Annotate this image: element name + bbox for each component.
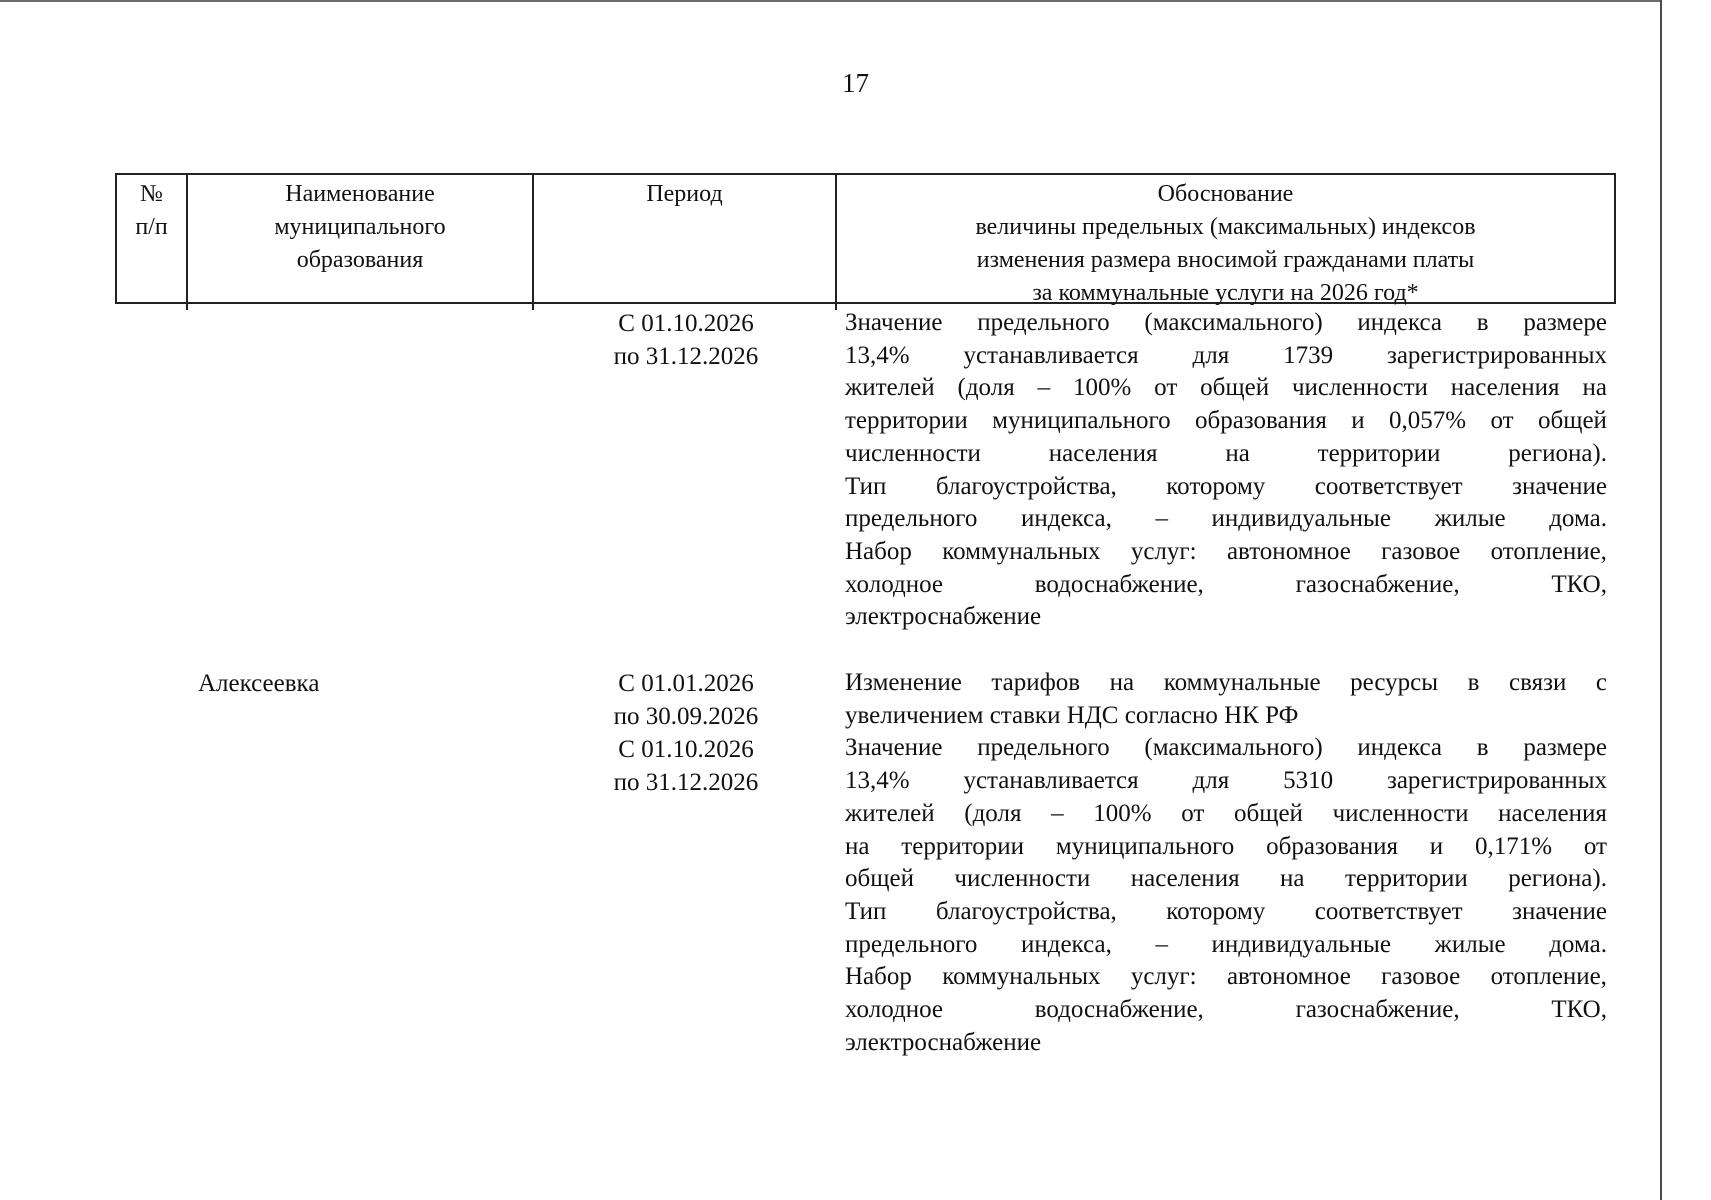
header-col-justification-line: изменения размера вносимой гражданами платы [976,247,1475,273]
header-col-period [534,175,837,310]
period-cell [535,307,837,373]
page-right-edge [1660,0,1662,1200]
page-number: 17 [842,68,869,98]
period-line: по 30.09.2026 [613,703,759,730]
header-col-justification-line: за коммунальные услуги на 2026 год* [1032,280,1419,306]
header-col-name-line: муниципального [274,214,446,240]
page-top-edge [0,0,1660,2]
period-line: С 01.10.2026 [618,310,754,337]
period-cell [535,667,837,799]
period-line: по 31.12.2026 [613,343,759,370]
justification-line: жителей (доля – 100% от общей численности населения [845,799,1607,827]
period-line: по 31.12.2026 [613,769,759,796]
justification-line: электроснабжение [845,1028,1042,1056]
header-col-number-line: № [140,181,163,207]
justification-line: численности населения на территории региона). [845,439,1607,467]
justification-line: холодное водоснабжение, газоснабжение, ТКО, [845,570,1607,598]
header-col-period-line: Период [646,181,723,207]
justification-cell [845,667,1607,1059]
header-col-justification-line: величины предельных (максимальных) индексов [975,214,1476,240]
period-line: С 01.01.2026 [618,670,754,697]
justification-line: Значение предельного (максимального) индекса в размере [845,309,1607,336]
justification-line: 13,4% устанавливается для 1739 зарегистрированных [845,341,1607,369]
header-col-name-line: образования [296,247,424,273]
justification-line: на территории муниципального образования и 0,171% от [845,832,1607,860]
justification-line: холодное водоснабжение, газоснабжение, ТКО, [845,996,1607,1024]
justification-line: 13,4% устанавливается для 5310 зарегистрированных [845,767,1607,795]
municipality-name: Алексеевка [198,670,320,697]
header-col-name [188,175,534,310]
header-col-justification-line: Обоснование [1157,181,1294,207]
justification-line: предельного индекса, – индивидуальные жилые дома. [845,505,1607,533]
justification-line: Тип благоустройства, которому соответствует значение [845,472,1607,500]
period-line: С 01.10.2026 [618,736,754,763]
justification-line: Значение предельного (максимального) индекса в размере [845,734,1607,762]
justification-line: Набор коммунальных услуг: автономное газовое отопление, [845,537,1607,565]
header-col-justification [837,175,1614,310]
justification-line: территории муниципального образования и 0,057% от общей [845,407,1607,435]
justification-line: общей численности населения на территории региона). [845,865,1607,893]
justification-line: Изменение тарифов на коммунальные ресурсы в связи с [845,669,1607,696]
justification-line: увеличением ставки НДС согласно НК РФ [845,701,1299,729]
header-col-name-line: Наименование [285,181,435,207]
justification-line: Тип благоустройства, которому соответствует значение [845,897,1607,925]
table-header [115,173,1616,304]
justification-line: жителей (доля – 100% от общей численности населения на [845,374,1607,402]
justification-line: предельного индекса, – индивидуальные жилые дома. [845,930,1607,958]
justification-line: электроснабжение [845,603,1042,631]
header-col-number-line: п/п [135,214,168,240]
justification-line: Набор коммунальных услуг: автономное газовое отопление, [845,963,1607,991]
header-col-number [117,175,188,310]
justification-cell [845,307,1607,634]
